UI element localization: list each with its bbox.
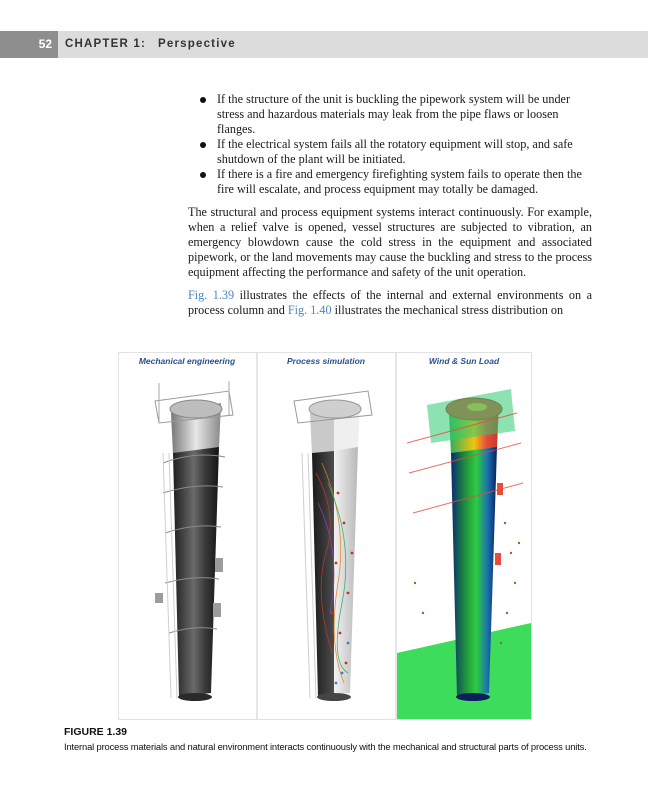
page-number: 52	[0, 31, 58, 58]
column-simulation-illustration	[258, 353, 394, 719]
paragraph-text: illustrates the mechanical stress distribution on	[331, 303, 564, 317]
bullet-icon	[200, 97, 206, 103]
panel-wind-sun-load	[397, 353, 531, 719]
bullet-text: If the electrical system fails all the rotatory equipment will stop, and safe shutdown of the plant will be initiated.	[217, 137, 573, 166]
paragraph: The structural and process equipment systems interact continuously. For example, when a relief valve is opened, vessel structures are subjected to vibration, an emergency blowdown cause the cold stress in the equipment and associated pipework, or the land movements may cause the buckling and stress to the process equipment affecting the performance and safety of the unit operation.	[188, 205, 592, 279]
figure-image	[118, 352, 532, 720]
bullet-icon	[200, 172, 206, 178]
running-header	[0, 31, 648, 58]
bullet-text: If the structure of the unit is buckling the pipework system will be under stress and hazardous materials may leak from the pipe flaws or loosen flanges.	[217, 92, 571, 136]
figure-caption-text: Internal process materials and natural environment interacts continuously with the mechanical and structural parts of process units.	[64, 741, 587, 752]
column-grey-illustration	[119, 353, 255, 719]
bullet-text: If there is a fire and emergency firefighting system fails to operate then the fire will escalate, and process equipment may totally be damaged.	[217, 167, 582, 196]
bullet-icon	[200, 142, 206, 148]
body-text	[188, 92, 592, 318]
bullet-item	[188, 92, 592, 137]
bullet-list	[188, 92, 592, 197]
bullet-item	[188, 137, 592, 167]
column-stress-illustration	[397, 353, 531, 719]
figure-reference-link[interactable]: Fig. 1.40	[287, 303, 332, 317]
panel-label: Process simulation	[287, 356, 365, 366]
chapter-heading	[65, 31, 236, 58]
panel-label: Wind & Sun Load	[428, 356, 500, 366]
paragraph-text: illustrates the effects of the internal and external environments on a process column and	[188, 288, 593, 317]
panel-mechanical	[119, 353, 255, 719]
paragraph	[188, 288, 592, 318]
figure-caption-title: FIGURE 1.39	[64, 726, 128, 738]
chapter-label: CHAPTER 1:	[65, 38, 147, 50]
chapter-title: Perspective	[158, 38, 236, 50]
panel-label: Mechanical engineering	[138, 356, 236, 366]
bullet-item	[188, 167, 592, 197]
panel-process-simulation	[258, 353, 394, 719]
figure-reference-link[interactable]: Fig. 1.39	[188, 288, 235, 302]
